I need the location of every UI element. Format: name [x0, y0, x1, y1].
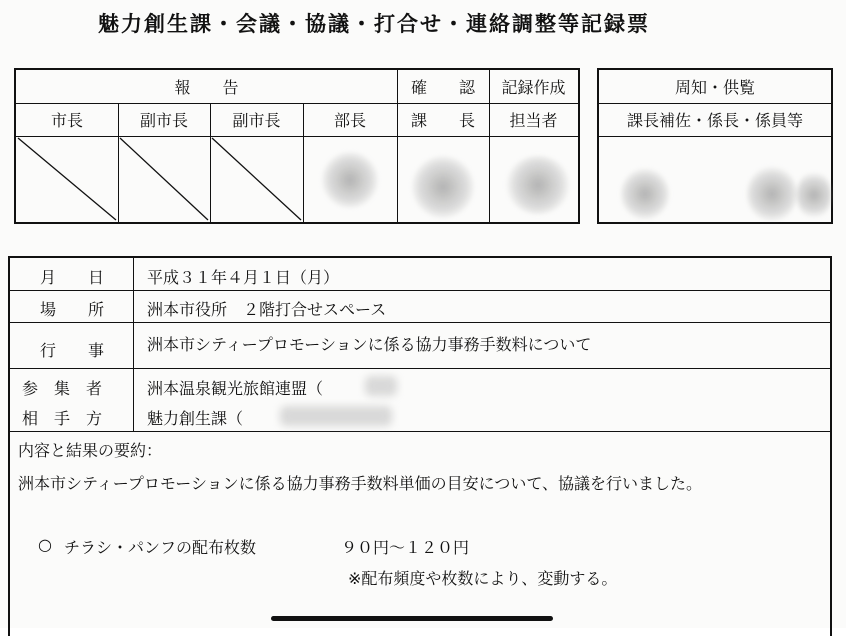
redaction: [365, 376, 397, 396]
notice-grid: [597, 68, 833, 224]
seal-stamp: [747, 166, 797, 222]
header-record: 記録作成: [501, 78, 566, 97]
seal-stamp: [412, 156, 474, 218]
empty-stamp-strike: [118, 136, 210, 222]
role-deputy-mayor-2: 副市長: [232, 111, 281, 130]
approval-grid: [14, 68, 580, 224]
attendee-value: 洲本温泉観光旅館連盟（: [147, 379, 324, 398]
empty-stamp-strike: [16, 136, 118, 222]
empty-stamp-strike: [210, 136, 303, 222]
place-label: 場 所: [40, 300, 105, 319]
grid-line: [599, 136, 831, 137]
partner-value: 魅力創生課（: [147, 409, 244, 428]
record-table: [8, 256, 832, 636]
seal-stamp: [506, 156, 570, 214]
header-report: 報 告: [174, 78, 239, 97]
role-staff: 担当者: [509, 111, 558, 130]
role-director: 部長: [333, 111, 366, 130]
seal-stamp: [621, 168, 669, 220]
role-section-chief: 課 長: [410, 111, 475, 130]
home-indicator[interactable]: [271, 616, 553, 621]
grid-line: [10, 431, 830, 432]
place-value: 洲本市役所 ２階打合せスペース: [147, 300, 387, 319]
grid-line: [133, 258, 134, 431]
document-title: 魅力創生課・会議・協議・打合せ・連絡調整等記録票: [98, 12, 650, 36]
header-confirm: 確 認: [410, 78, 475, 97]
attendee-label: 参 集 者: [22, 379, 103, 398]
notice-header: 周知・供覧: [674, 78, 755, 97]
role-deputy-mayor-1: 副市長: [139, 111, 188, 130]
date-label: 月 日: [40, 268, 105, 287]
item-name: チラシ・パンフの配布枚数: [64, 538, 257, 557]
seal-stamp: [797, 170, 831, 220]
item-note: ※配布頻度や枚数により、変動する。: [348, 569, 618, 588]
role-mayor: 市長: [50, 111, 83, 130]
item-price: ９０円～１２０円: [341, 538, 470, 557]
seal-stamp: [322, 152, 378, 208]
event-value: 洲本市シティープロモーションに係る協力事務手数料について: [147, 335, 592, 354]
date-value: 平成３１年４月１日（月）: [147, 268, 340, 287]
event-label: 行 事: [40, 341, 105, 360]
partner-label: 相 手 方: [22, 409, 103, 428]
item-bullet: ○: [38, 535, 52, 554]
summary-text: 洲本市シティープロモーションに係る協力事務手数料単価の目安について、協議を行いました。: [18, 474, 703, 493]
summary-label: 内容と結果の要約：: [18, 441, 163, 460]
redaction: [280, 406, 392, 426]
notice-roles: 課長補佐・係長・係員等: [626, 111, 803, 130]
